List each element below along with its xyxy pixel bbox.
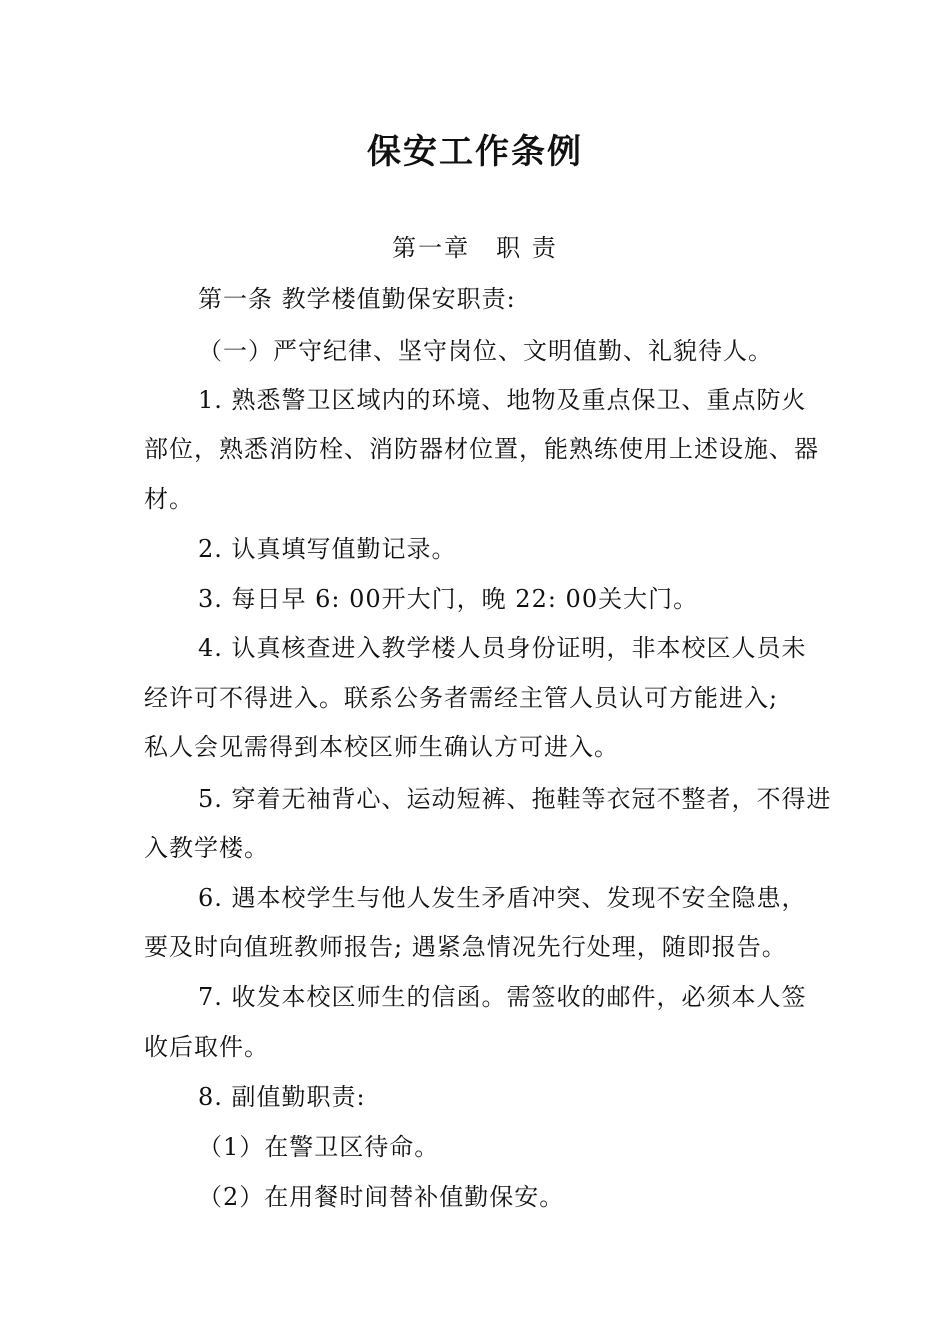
paragraph-line: 1. 熟悉警卫区域内的环境、地物及重点保卫、重点防火 xyxy=(198,386,807,414)
paragraph-line: 4. 认真核查进入教学楼人员身份证明，非本校区人员未 xyxy=(198,634,807,662)
paragraph-line: 3. 每日早 6: 00开大门，晚 22: 00关大门。 xyxy=(198,585,699,613)
document-title: 保安工作条例 xyxy=(367,132,583,172)
paragraph-line: （2）在用餐时间替补值勤保安。 xyxy=(198,1183,565,1211)
paragraph-line: 经许可不得进入。联系公务者需经主管人员认可方能进入; xyxy=(144,684,779,712)
paragraph-line: 要及时向值班教师报告; 遇紧急情况先行处理，随即报告。 xyxy=(144,933,787,961)
paragraph-line: 2. 认真填写值勤记录。 xyxy=(198,535,457,563)
paragraph-line: 入教学楼。 xyxy=(144,834,269,862)
section-heading: （一）严守纪律、坚守岗位、文明值勤、礼貌待人。 xyxy=(198,337,773,365)
chapter-heading: 第一章 职 责 xyxy=(392,234,558,262)
article-heading: 第一条 教学楼值勤保安职责: xyxy=(198,285,516,313)
paragraph-line: 部位，熟悉消防栓、消防器材位置，能熟练使用上述设施、器 xyxy=(144,435,819,463)
paragraph-line: 6. 遇本校学生与他人发生矛盾冲突、发现不安全隐患， xyxy=(198,884,807,912)
paragraph-line: 私人会见需得到本校区师生确认方可进入。 xyxy=(144,733,619,761)
paragraph-line: 收后取件。 xyxy=(144,1033,269,1061)
paragraph-line: 8. 副值勤职责: xyxy=(198,1083,366,1111)
paragraph-line: 7. 收发本校区师生的信函。需签收的邮件，必须本人签 xyxy=(198,983,807,1011)
paragraph-line: （1）在警卫区待命。 xyxy=(198,1133,440,1161)
paragraph-line: 5. 穿着无袖背心、运动短裤、拖鞋等衣冠不整者，不得进 xyxy=(198,785,832,813)
paragraph-line: 材。 xyxy=(144,485,194,513)
